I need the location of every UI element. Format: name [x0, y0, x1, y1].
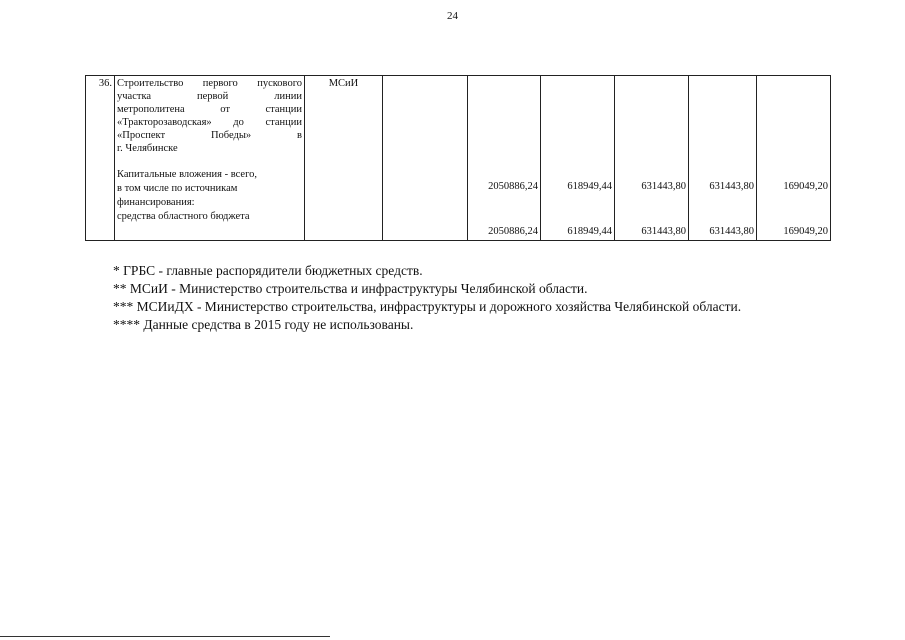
- empty-cell: [383, 76, 468, 241]
- object-name-line: г. Челябинске: [117, 143, 178, 154]
- capital-label-line: финансирования:: [117, 197, 195, 208]
- capital-label-line: Капитальные вложения - всего,: [117, 169, 257, 180]
- table-row: [86, 76, 831, 241]
- capital-value: 2050886,24: [488, 181, 538, 192]
- capital-value: 631443,80: [709, 181, 754, 192]
- object-name-cell: [115, 76, 305, 241]
- year-value-cell: [689, 76, 757, 241]
- regional-value: 631443,80: [709, 226, 754, 237]
- budget-table: [85, 75, 831, 241]
- footnotes: [113, 262, 741, 334]
- regional-budget-label: средства областного бюджета: [117, 211, 250, 222]
- object-name-line: «Проспект Победы» в: [117, 130, 302, 141]
- capital-investment-label: [117, 168, 302, 224]
- footnote: ** МСиИ - Министерство строительства и инфраструктуры Челябинской области.: [113, 281, 588, 296]
- row-number: 36.: [86, 76, 115, 241]
- regional-value: 2050886,24: [488, 226, 538, 237]
- total-cell: [468, 76, 541, 241]
- regional-value: 631443,80: [641, 226, 686, 237]
- object-name-line: Строительство первого пускового: [117, 78, 302, 89]
- capital-value: 631443,80: [641, 181, 686, 192]
- object-name-line: участка первой линии: [117, 91, 302, 102]
- object-name-line: метрополитена от станции: [117, 104, 302, 115]
- year-value-cell: [615, 76, 689, 241]
- capital-value: 169049,20: [783, 181, 828, 192]
- object-name-line: «Тракторозаводская» до станции: [117, 117, 302, 128]
- regional-value: 169049,20: [783, 226, 828, 237]
- capital-value: 618949,44: [567, 181, 612, 192]
- year-value-cell: [541, 76, 615, 241]
- executor-cell: МСиИ: [305, 76, 383, 241]
- footnote: *** МСИиДХ - Министерство строительства, инфраструктуры и дорожного хозяйства Челябинской области.: [113, 299, 742, 314]
- page-number: 24: [447, 10, 458, 22]
- year-value-cell: [757, 76, 831, 241]
- bottom-divider: [0, 636, 330, 637]
- footnote: * ГРБС - главные распорядители бюджетных средств.: [113, 263, 423, 278]
- footnote: **** Данные средства в 2015 году не использованы.: [113, 317, 414, 332]
- capital-label-line: в том числе по источникам: [117, 183, 238, 194]
- regional-value: 618949,44: [567, 226, 612, 237]
